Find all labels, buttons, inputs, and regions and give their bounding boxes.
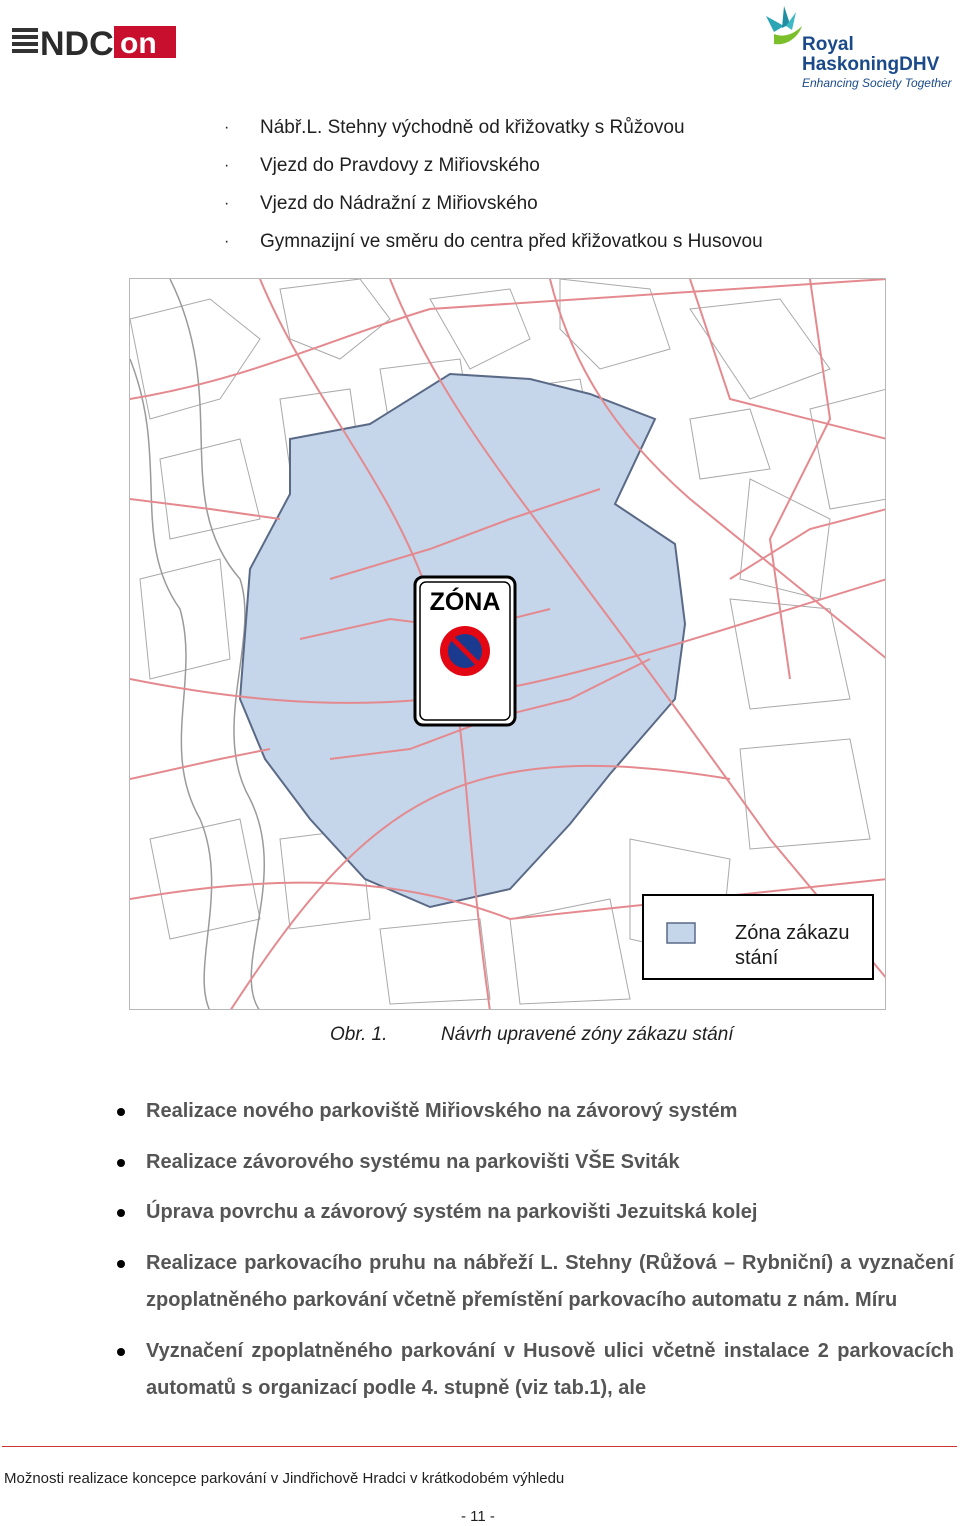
- list-item: Realizace parkovacího pruhu na nábřeží L. Stehny (Růžová – Rybniční) a vyznačení zpoplatněného parkování včetně přemístění parkovacího automatu z nám. Míru: [114, 1245, 954, 1320]
- list-item: · Gymnazijní ve směru do centra před křižovatkou s Husovou: [224, 231, 763, 252]
- list-item: Úprava povrchu a závorový systém na parkovišti Jezuitská kolej: [114, 1194, 954, 1232]
- map-svg: [130, 279, 886, 1010]
- footer-title: Možnosti realizace koncepce parkování v Jindřichově Hradci v krátkodobém výhledu: [4, 1470, 565, 1487]
- map-legend: [643, 895, 873, 979]
- sign-text: ZÓNA: [429, 588, 501, 616]
- zone-sign: [415, 577, 515, 725]
- list-item: · Nábř.L. Stehny východně od křižovatky s Růžovou: [224, 117, 685, 138]
- bottom-bullet-list: [114, 1093, 954, 1421]
- bullet-icon: [117, 1260, 125, 1268]
- list-item: Realizace závorového systému na parkovišti VŠE Sviták: [114, 1144, 954, 1182]
- list-item: · Vjezd do Nádražní z Miřiovského: [224, 193, 538, 214]
- footer-divider: [2, 1446, 957, 1447]
- list-item: Vyznačení zpoplatněného parkování v Husově ulici včetně instalace 2 parkovacích automatů s organizací podle 4. stupně (viz tab.1), ale: [114, 1333, 954, 1408]
- logo-tagline: Enhancing Society Together: [802, 76, 952, 90]
- legend-swatch: [667, 923, 695, 943]
- parking-zone-map: [129, 278, 886, 1010]
- ndcon-logo: [12, 22, 177, 62]
- royal-haskoning-logo: [752, 4, 952, 92]
- top-bullet-list: [222, 116, 763, 268]
- bullet-icon: [117, 1108, 125, 1116]
- logo-line1: Royal: [802, 34, 854, 55]
- legend-text-1: Zóna zákazu: [735, 922, 850, 944]
- caption-text: Návrh upravené zóny zákazu stání: [441, 1024, 734, 1045]
- ndcon-logo-on: on: [120, 27, 157, 60]
- logo-line2: HaskoningDHV: [802, 54, 940, 75]
- bullet-icon: [117, 1159, 125, 1167]
- bullet-icon: [117, 1209, 125, 1217]
- caption-number: Obr. 1.: [330, 1024, 388, 1045]
- legend-text-2: stání: [735, 947, 779, 969]
- page-number: - 11 -: [461, 1508, 495, 1525]
- bullet-icon: [117, 1348, 125, 1356]
- svg-text:NDC: NDC: [40, 25, 114, 62]
- list-item: · Vjezd do Pravdovy z Miřiovského: [224, 155, 540, 176]
- list-item: Realizace nového parkoviště Miřiovského na závorový systém: [114, 1093, 954, 1131]
